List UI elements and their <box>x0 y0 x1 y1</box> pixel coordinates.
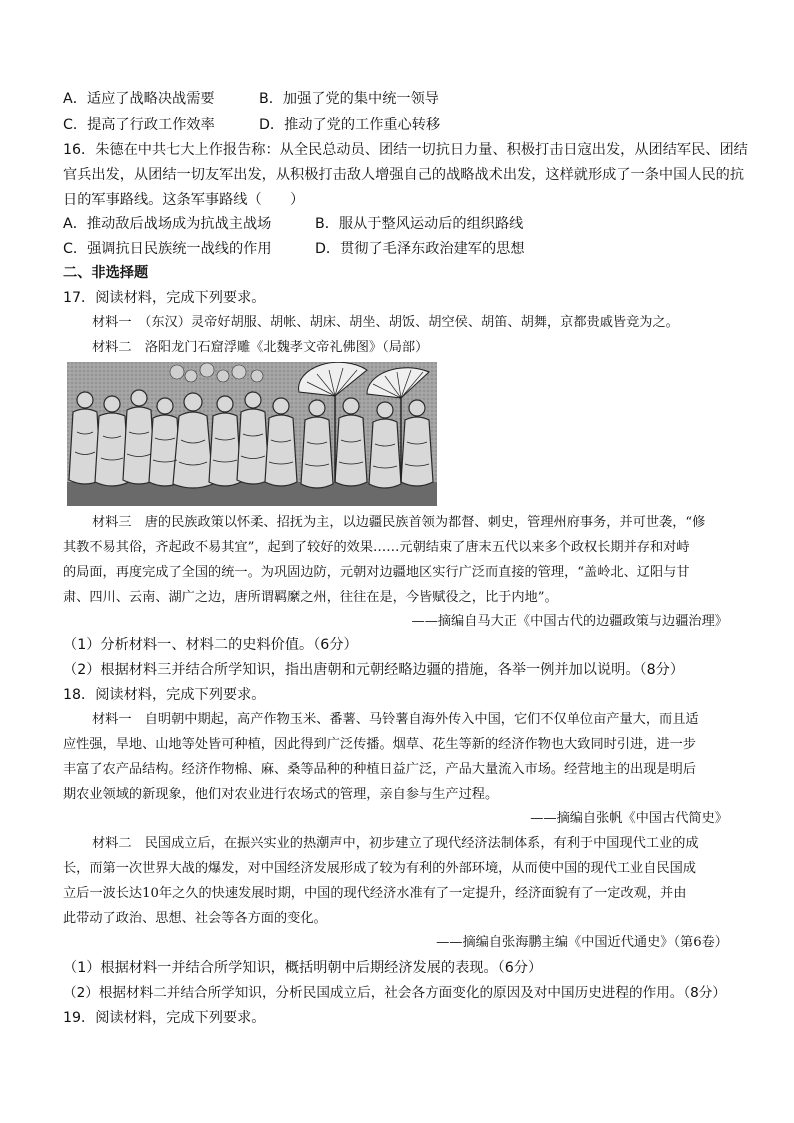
q15-option-b: B．加强了党的集中统一领导 <box>259 91 439 107</box>
q16-option-c: C．强调抗日民族统一战线的作用 <box>63 241 272 257</box>
q19-stem: 19．阅读材料，完成下列要求。 <box>63 1010 266 1026</box>
q15-option-d: D．推动了党的工作重心转移 <box>259 117 441 133</box>
q17-material-3-line-4: 肃、四川、云南、湖广之边，唐所谓羁縻之州，往往在是，今皆赋役之，比于内地”。 <box>63 590 558 605</box>
q17-material-3-line-1: 材料三 唐的民族政策以怀柔、招抚为主，以边疆民族首领为都督、刺史，管理州府事务，并可世袭，“修 <box>92 515 706 530</box>
q18-material-1-line-1: 材料一 自明朝中期起，高产作物玉米、番薯、马铃薯自海外传入中国，它们不仅单位亩产量大，而且适 <box>92 712 699 727</box>
q16-stem-line-2: 官兵出发，从团结一切友军出发，从积极打击敌人增强自己的战略战术出发，这样就形成了一条中国人民的抗 <box>63 167 745 183</box>
q18-question-1: （1）根据材料一并结合所学知识，概括明朝中后期经济发展的表现。（6分） <box>63 960 543 976</box>
q18-material-2-line-1: 材料二 民国成立后，在振兴实业的热潮声中，初步建立了现代经济法制体系，有利于中国现代工业的成 <box>92 836 699 851</box>
q16-option-a: A．推动敌后战场成为抗战主战场 <box>63 216 272 232</box>
q18-material-1-line-4: 期农业领域的新现象，他们对农业进行农场式的管理，亲自参与生产过程。 <box>63 787 499 802</box>
q18-source-2: ——摘编自张海鹏主编《中国近代通史》（第6卷） <box>436 935 728 950</box>
q18-material-1-line-3: 丰富了农产品结构。经济作物棉、麻、桑等品种的种植日益广泛，产品大量流入市场。经营地主的出现是明后 <box>63 762 696 777</box>
q17-question-2: （2）根据材料三并结合所学知识，指出唐朝和元朝经略边疆的措施，各举一例并加以说明。（8分） <box>63 662 685 678</box>
q18-material-2-line-2: 长，而第一次世界大战的爆发，对中国经济发展形成了较为有利的外部环境，从而使中国的现代工业自民国成 <box>63 861 696 876</box>
q17-question-1: （1）分析材料一、材料二的史料价值。（6分） <box>63 637 358 653</box>
q18-question-2: （2）根据材料二并结合所学知识，分析民国成立后，社会各方面变化的原因及对中国历史进程的作用。（8分） <box>63 985 726 1001</box>
q17-stem: 17．阅读材料，完成下列要求。 <box>63 290 266 306</box>
q15-option-c: C．提高了行政工作效率 <box>63 117 215 133</box>
q18-stem: 18．阅读材料，完成下列要求。 <box>63 687 266 703</box>
section-heading: 二、非选择题 <box>63 265 149 281</box>
q18-source-1: ——摘编自张帆《中国古代简史》 <box>530 811 728 826</box>
q16-stem-line-3: 日的军事路线。这条军事路线（ ） <box>63 192 305 208</box>
q17-material-1: 材料一 （东汉）灵帝好胡服、胡帐、胡床、胡坐、胡饭、胡空侯、胡笛、胡舞，京都贵戚皆竞为之。 <box>92 315 679 330</box>
q18-material-2-line-3: 立后一波长达10年之久的快速发展时期，中国的现代经济水准有了一定提升，经济面貌有了一定改观，并由 <box>63 886 687 901</box>
q17-material-3-line-2: 其教不易其俗，齐起政不易其宜”，起到了较好的效果……元朝结束了唐末五代以来多个政权长期并存和对峙 <box>63 540 690 555</box>
q17-source: ——摘编自马大正《中国古代的边疆政策与边疆治理》 <box>411 614 728 629</box>
q16-option-d: D．贯彻了毛泽东政治建军的思想 <box>315 241 525 257</box>
q18-material-2-line-4: 此带动了政治、思想、社会等各方面的变化。 <box>63 911 327 926</box>
q17-material-2-caption: 材料二 洛阳龙门石窟浮雕《北魏孝文帝礼佛图》（局部） <box>92 340 429 355</box>
buddha-worship-relief-image <box>67 362 437 506</box>
q16-stem-line-1: 16．朱德在中共七大上作报告称：从全民总动员、团结一切抗日力量、积极打击日寇出发，从团结军民、团结 <box>63 142 748 158</box>
q16-option-b: B．服从于整风运动后的组织路线 <box>315 216 524 232</box>
q18-material-1-line-2: 应性强，旱地、山地等处皆可种植，因此得到广泛传播。烟草、花生等新的经济作物也大致同时引进，进一步 <box>63 737 696 752</box>
q17-material-3-line-3: 的局面，再度完成了全国的统一。为巩固边防，元朝对边疆地区实行广泛而直接的管理，“盖岭北、辽阳与甘 <box>63 565 690 580</box>
q15-option-a: A．适应了战略决战需要 <box>63 91 215 107</box>
